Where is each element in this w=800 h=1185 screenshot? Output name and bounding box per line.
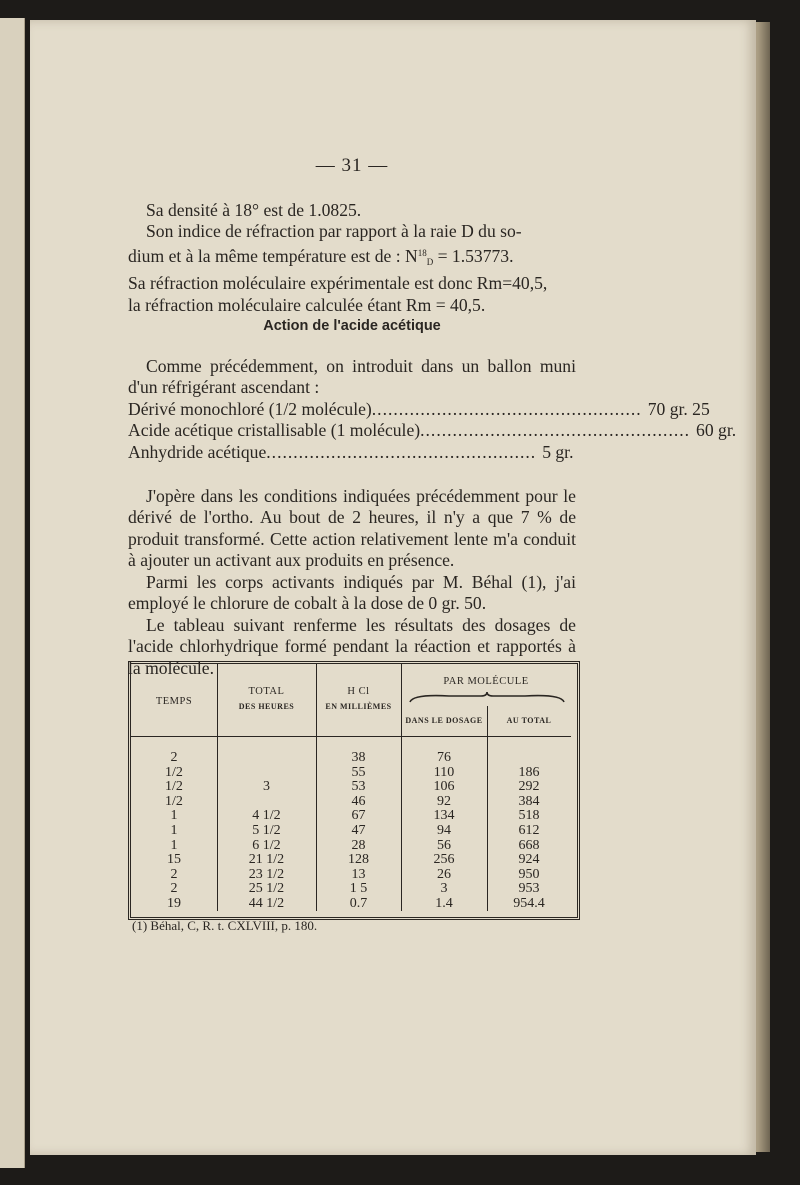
molecular-refraction-line: Sa réfraction moléculaire expérimentale est donc Rm=40,5, <box>128 273 548 294</box>
table-cell: 1 <box>170 837 178 853</box>
results-table <box>128 661 580 920</box>
table-cell: 25 1/2 <box>248 881 285 897</box>
section-heading: Action de l'acide acétique <box>263 318 441 334</box>
table-cell: 3 <box>263 779 270 795</box>
table-cell <box>487 751 571 766</box>
superscript: 18 <box>417 247 427 258</box>
table-cell: 954.4 <box>513 895 545 911</box>
table-cell: 612 <box>518 822 540 838</box>
table-cell: 1/2 <box>165 764 183 780</box>
table-cell: 186 <box>518 764 540 780</box>
column-dans-dosage <box>401 751 487 912</box>
table-cell: 56 <box>437 837 451 853</box>
table-cell: 2 <box>170 866 178 882</box>
table-cell: 950 <box>518 866 540 882</box>
leader-dots: .................................................. <box>266 441 537 462</box>
table-cell: 256 <box>433 852 455 868</box>
table-cell: 953 <box>518 881 540 897</box>
table-cell: 13 <box>351 866 366 882</box>
table-cell: 67 <box>351 808 366 824</box>
table-cell: 5 1/2 <box>252 822 281 838</box>
table-cell: 38 <box>351 750 366 765</box>
reagent-row: Acide acétique cristallisable (1 molécule) .................................................. 60 gr. <box>128 420 737 441</box>
footnote: (1) Béhal, C, R. t. CXLVIII, p. 180. <box>132 918 318 933</box>
table-cell: 44 1/2 <box>248 895 285 911</box>
table-cell: 53 <box>351 779 366 795</box>
leader-dots: .................................................. <box>371 399 642 419</box>
table-cell: 26 <box>437 866 451 882</box>
paragraph-density-refraction <box>128 200 576 316</box>
table-cell: 110 <box>433 764 455 780</box>
table-cell: 134 <box>433 808 455 824</box>
table-cell: 28 <box>351 837 366 853</box>
table-cell: 76 <box>437 750 451 765</box>
table-cell: 47 <box>351 822 366 838</box>
header-total: TOTAL <box>248 686 285 697</box>
refraction-index-line: Son indice de réfraction par rapport à la raie D du so- <box>146 221 522 242</box>
table-cell: 3 <box>440 881 448 897</box>
reagent-row: Dérivé monochloré (1/2 molécule) .................................................. 70 gr. 25 <box>128 399 710 419</box>
calculated-refraction-line: la réfraction moléculaire calculée étant Rm = 40,5. <box>128 294 486 315</box>
table-cell: 128 <box>348 852 369 868</box>
table-cell: 92 <box>437 793 451 809</box>
table-cell: 1 5 <box>349 881 368 897</box>
header-hcl-sub: EN MILLIÈMES <box>325 702 392 711</box>
table-cell: 1/2 <box>165 793 183 809</box>
table-cell: 0.7 <box>349 895 368 911</box>
density-line: Sa densité à 18° est de 1.0825. <box>146 200 362 220</box>
leader-dots: .................................................. <box>420 420 691 441</box>
table-cell: 924 <box>518 852 540 868</box>
table-cell: 106 <box>433 779 455 795</box>
paragraph-activants: Parmi les corps activants indiqués par M. Béhal (1), j'ai employé le chlorure de cobalt à la dose de 0 gr. 50. <box>128 572 576 614</box>
table-cell <box>217 751 316 766</box>
table-cell <box>217 766 316 781</box>
column-au-total <box>487 751 571 912</box>
page-number: — 31 — <box>315 155 389 176</box>
header-dans-dosage: DANS LE DOSAGE <box>405 716 483 725</box>
table-cell: 19 <box>167 895 181 911</box>
previous-page-edge <box>0 18 25 1168</box>
table-cell: 46 <box>351 793 366 809</box>
table-cell: 94 <box>437 822 451 838</box>
table-cell: 55 <box>351 764 366 780</box>
header-rule <box>131 736 571 737</box>
reagent-row: Anhydride acétique .................................................. 5 gr. <box>128 441 574 462</box>
header-temps: TEMPS <box>155 696 193 707</box>
table-cell: 4 1/2 <box>252 808 281 824</box>
table-cell: 668 <box>518 837 540 853</box>
header-hcl: H Cl <box>347 686 370 697</box>
column-hcl <box>316 751 401 912</box>
header-par-molecule: PAR MOLÉCULE <box>443 676 529 687</box>
paragraph-intro: Comme précédemment, on introduit dans un ballon muni d'un réfrigérant ascendant : <box>128 356 576 398</box>
header-au-total: AU TOTAL <box>506 716 552 725</box>
subscript: D <box>426 256 434 267</box>
brace-icon <box>409 692 565 704</box>
table-cell: 21 1/2 <box>248 852 285 868</box>
table-cell: 518 <box>518 808 540 824</box>
table-cell: 292 <box>518 779 540 795</box>
table-cell: 15 <box>167 852 181 868</box>
table-cell: 1 <box>170 808 178 824</box>
paragraph-table-intro: Le tableau suivant renferme les résultats des dosages de l'acide chlorhydrique formé pendant la réaction et rapportés à la molécule. <box>128 615 576 678</box>
refraction-index-value-line: dium et à la même température est de : $N^{18}_D = 1.53773$. <box>128 245 514 267</box>
book-page <box>30 20 756 1155</box>
paragraph-conditions: J'opère dans les conditions indiquées précédemment pour le dérivé de l'ortho. Au bout de 2 heures, il n'y a que 7 % de produit transformé. Cette action relativement lente m'a conduit à ajouter un activant aux produits en présence. <box>128 486 576 571</box>
table-cell: 384 <box>518 793 540 809</box>
table-cell: 1/2 <box>165 779 183 795</box>
table-cell <box>217 795 316 810</box>
header-total-sub: DES HEURES <box>238 702 295 711</box>
table-cell: 1 <box>170 822 178 838</box>
reagent-list <box>128 399 737 463</box>
table-cell: 2 <box>170 881 178 897</box>
table-cell: 23 1/2 <box>248 866 285 882</box>
table-cell: 6 1/2 <box>252 837 281 853</box>
table-cell: 1.4 <box>435 895 453 911</box>
table-cell: 2 <box>170 750 178 765</box>
column-temps <box>131 751 217 912</box>
column-total-hours <box>217 751 316 912</box>
